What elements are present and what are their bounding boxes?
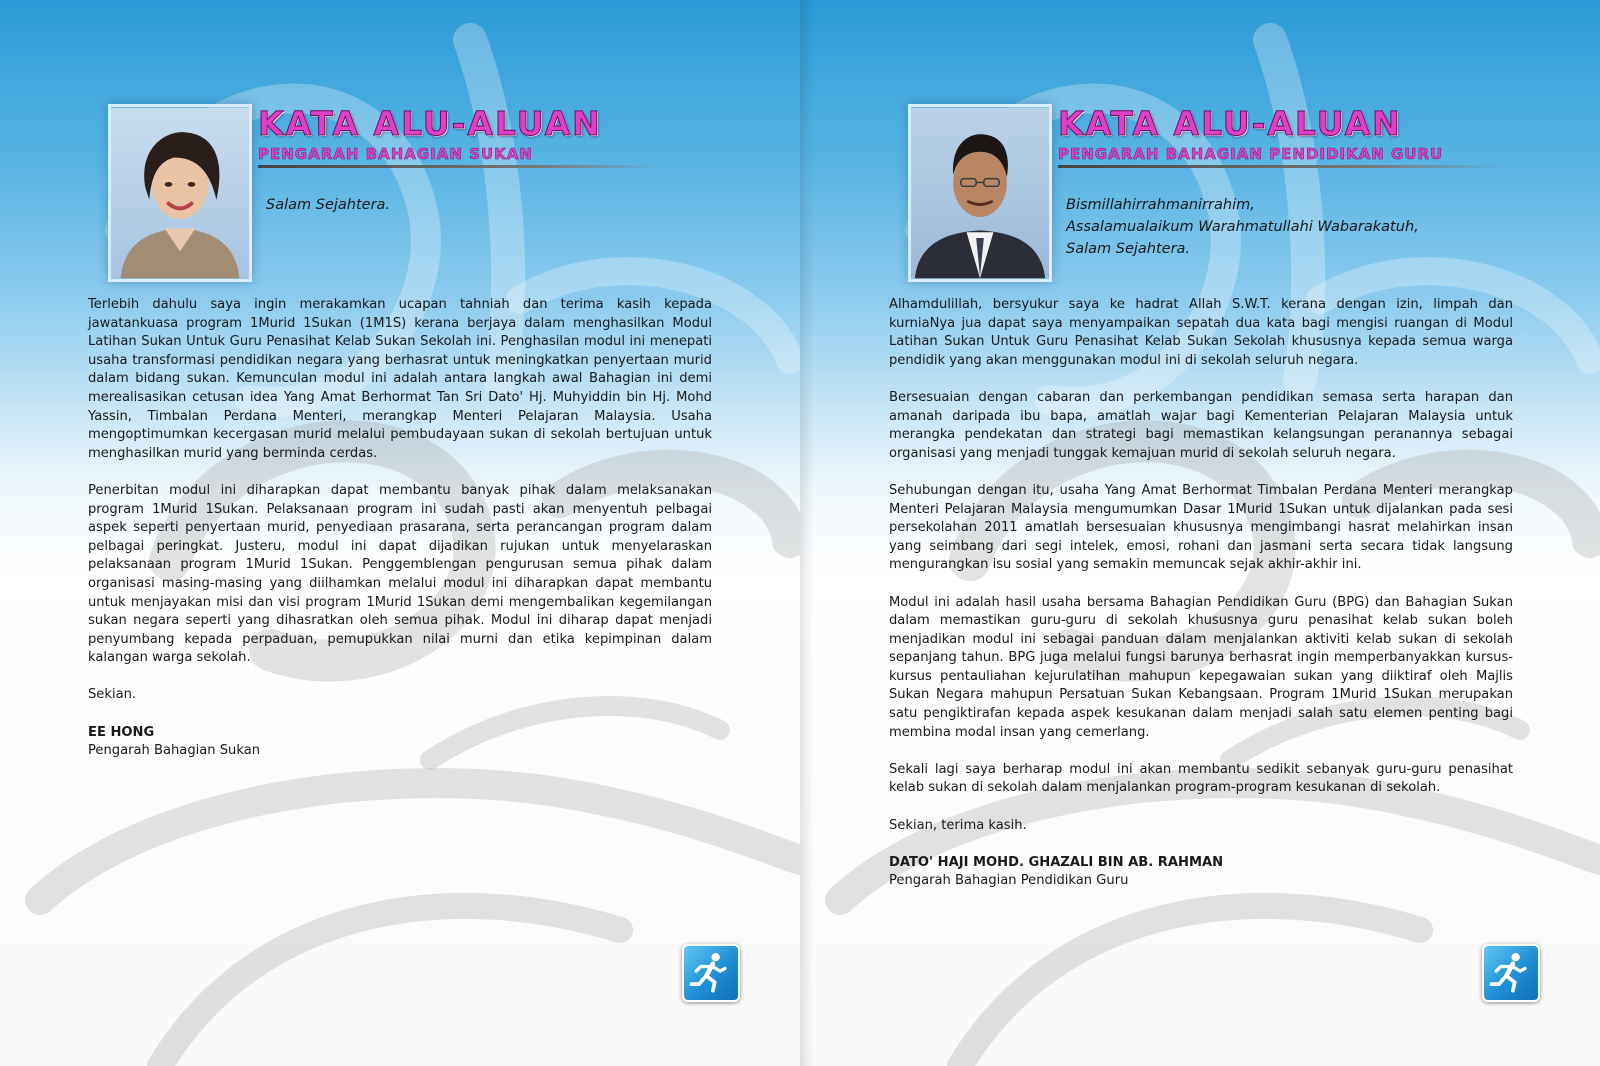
heading-block [1058,104,1504,168]
right-page [800,0,1600,1066]
body-paragraph: Bersesuaian dengan cabaran dan perkembangan pendidikan semasa serta harapan dan amanah daripada ibu bapa, amatlah wajar bagi Kementerian Pelajaran Malaysia untuk merangka pendekatan dan strategi bagi memastikan kelangsungan peranannya sebagai organisasi yang menjadi tunggak kemajuan murid di sekolah seluruh negara. [889,389,1513,461]
portrait-photo [108,104,252,282]
signer-name: EE HONG [88,724,155,740]
portrait-man-icon [911,107,1049,279]
salutation [266,194,390,216]
body-paragraph: Penerbitan modul ini diharapkan dapat membantu banyak pihak dalam melaksanakan program 1Murid 1Sukan. Pelaksanaan program ini sudah pasti akan menyentuh pelbagai aspek seperti penyertaan murid, penyediaan prasarana, serta perancangan program dalam pelbagai peringkat. Justeru, modul ini dapat dijadikan rujukan untuk menyelaraskan pelaksanaan program 1Murid 1Sukan. Penggemblengan pengurusan semua pihak dalam organisasi masing-masing yang diilhamkan melalui modul ini diharapkan dapat membantu untuk menjayakan misi dan visi program 1Murid 1Sukan demi mengembalikan kegemilangan sukan negara seperti yang dihasratkan oleh semua pihak. Modul ini diharap dapat menjadi penyumbang kepada perpaduan, pemupukkan nilai murni dan etika kepimpinan dalam kalangan warga sekolah. [88,482,712,666]
body-paragraph: Sehubungan dengan itu, usaha Yang Amat Berhormat Timbalan Perdana Menteri merangkap Menteri Pelajaran Malaysia mengumumkan Dasar 1Murid 1Sukan untuk dijalankan pada sesi persekolahan 2011 amatlah bersesuaian khususnya mengimbangi hasrat melahirkan insan yang seimbang dari segi intelek, emosi, rohani dan jasmani serta secara tidak langsung mengurangkan isu sosial yang semakin memuncak sejak akhir-akhir ini. [889,482,1513,573]
runner-icon [684,946,738,1000]
portrait-woman-icon [111,107,249,279]
signer-title: Pengarah Bahagian Sukan [88,743,261,759]
salutation-line: Salam Sejahtera. [1066,241,1191,257]
heading-rule [1058,165,1504,168]
body-paragraph: Sekali lagi saya berharap modul ini akan membantu sedikit sebanyak guru-guru penasihat kelab sukan di sekolah dalam menjalankan program-program kesukanan di sekolah. [889,761,1513,796]
heading-title: KATA ALU-ALUAN [258,104,602,143]
heading-subtitle: PENGARAH BAHAGIAN PENDIDIKAN GURU [1058,145,1444,163]
closing-line: Sekian, terima kasih. [889,817,1027,833]
body-paragraph: Alhamdulillah, bersyukur saya ke hadrat Allah S.W.T. kerana dengan izin, limpah dan kurniaNya jua dapat saya menyampaikan sepatah dua kata bagi mengisi ruangan di Modul Latihan Sukan Untuk Guru Penasihat Kelab Sukan Sekolah khususnya kepada semua warga pendidik yang akan menggunakan modul ini di sekolah seluruh negara. [889,297,1513,368]
heading-rule [258,165,658,168]
sport-badge [1482,944,1540,1002]
sport-badge [682,944,740,1002]
signer-title: Pengarah Bahagian Pendidikan Guru [889,873,1129,889]
letter-body [88,296,712,761]
signer-name: DATO' HAJI MOHD. GHAZALI BIN AB. RAHMAN [889,854,1224,870]
body-paragraph: Terlebih dahulu saya ingin merakamkan ucapan tahniah dan terima kasih kepada jawatankuasa program 1Murid 1Sukan (1M1S) kerana berjaya dalam menghasilkan Modul Latihan Sukan Untuk Guru Penasihat Kelab Sukan Sekolah ini. Penghasilan modul ini menepati usaha transformasi pendidikan negara yang berhasrat untuk meningkatkan penyertaan murid dalam bidang sukan. Kemunculan modul ini adalah antara langkah awal Bahagian ini demi merealisasikan cetusan idea Yang Amat Berhormat Tan Sri Dato' Hj. Muhyiddin bin Hj. Mohd Yassin, Timbalan Perdana Menteri, merangkap Menteri Pelajaran Malaysia. Usaha mengoptimumkan kecergasan murid melalui pembudayaan sukan di sekolah bertujuan untuk menghasilkan murid yang berminda cerdas. [88,297,712,461]
heading-subtitle: PENGARAH BAHAGIAN SUKAN [258,145,533,163]
letter-body [889,296,1513,891]
portrait-photo [908,104,1052,282]
heading-title: KATA ALU-ALUAN [1058,104,1402,143]
body-paragraph: Modul ini adalah hasil usaha bersama Bahagian Pendidikan Guru (BPG) dan Bahagian Sukan dalam memastikan guru-guru di sekolah khususnya guru penasihat kelab sukan boleh menjadikan modul ini sebagai panduan dalam menjalankan aktiviti kelab sukan di sekolah sepanjang tahun. BPG juga melalui fungsi barunya berhasrat ingin memperbanyakkan kursus-kursus pentauliahan kejurulatihan mahupun kepegawaian sukan yang diiktiraf oleh Majlis Sukan Negara mahupun Persatuan Sukan Kebangsaan. Program 1Murid 1Sukan merupakan satu pengiktirafan kepada aspek kesukanan dalam menjadi salah satu elemen penting bagi membina modal insan yang cemerlang. [889,594,1513,740]
salutation-line: Assalamualaikum Warahmatullahi Wabarakatuh, [1066,219,1419,235]
runner-icon [1484,946,1538,1000]
salutation-line: Bismillahirrahmanirrahim, [1066,197,1255,213]
heading-block [258,104,658,168]
salutation [1066,194,1419,260]
closing-line: Sekian. [88,687,137,703]
salutation-line: Salam Sejahtera. [266,197,391,213]
